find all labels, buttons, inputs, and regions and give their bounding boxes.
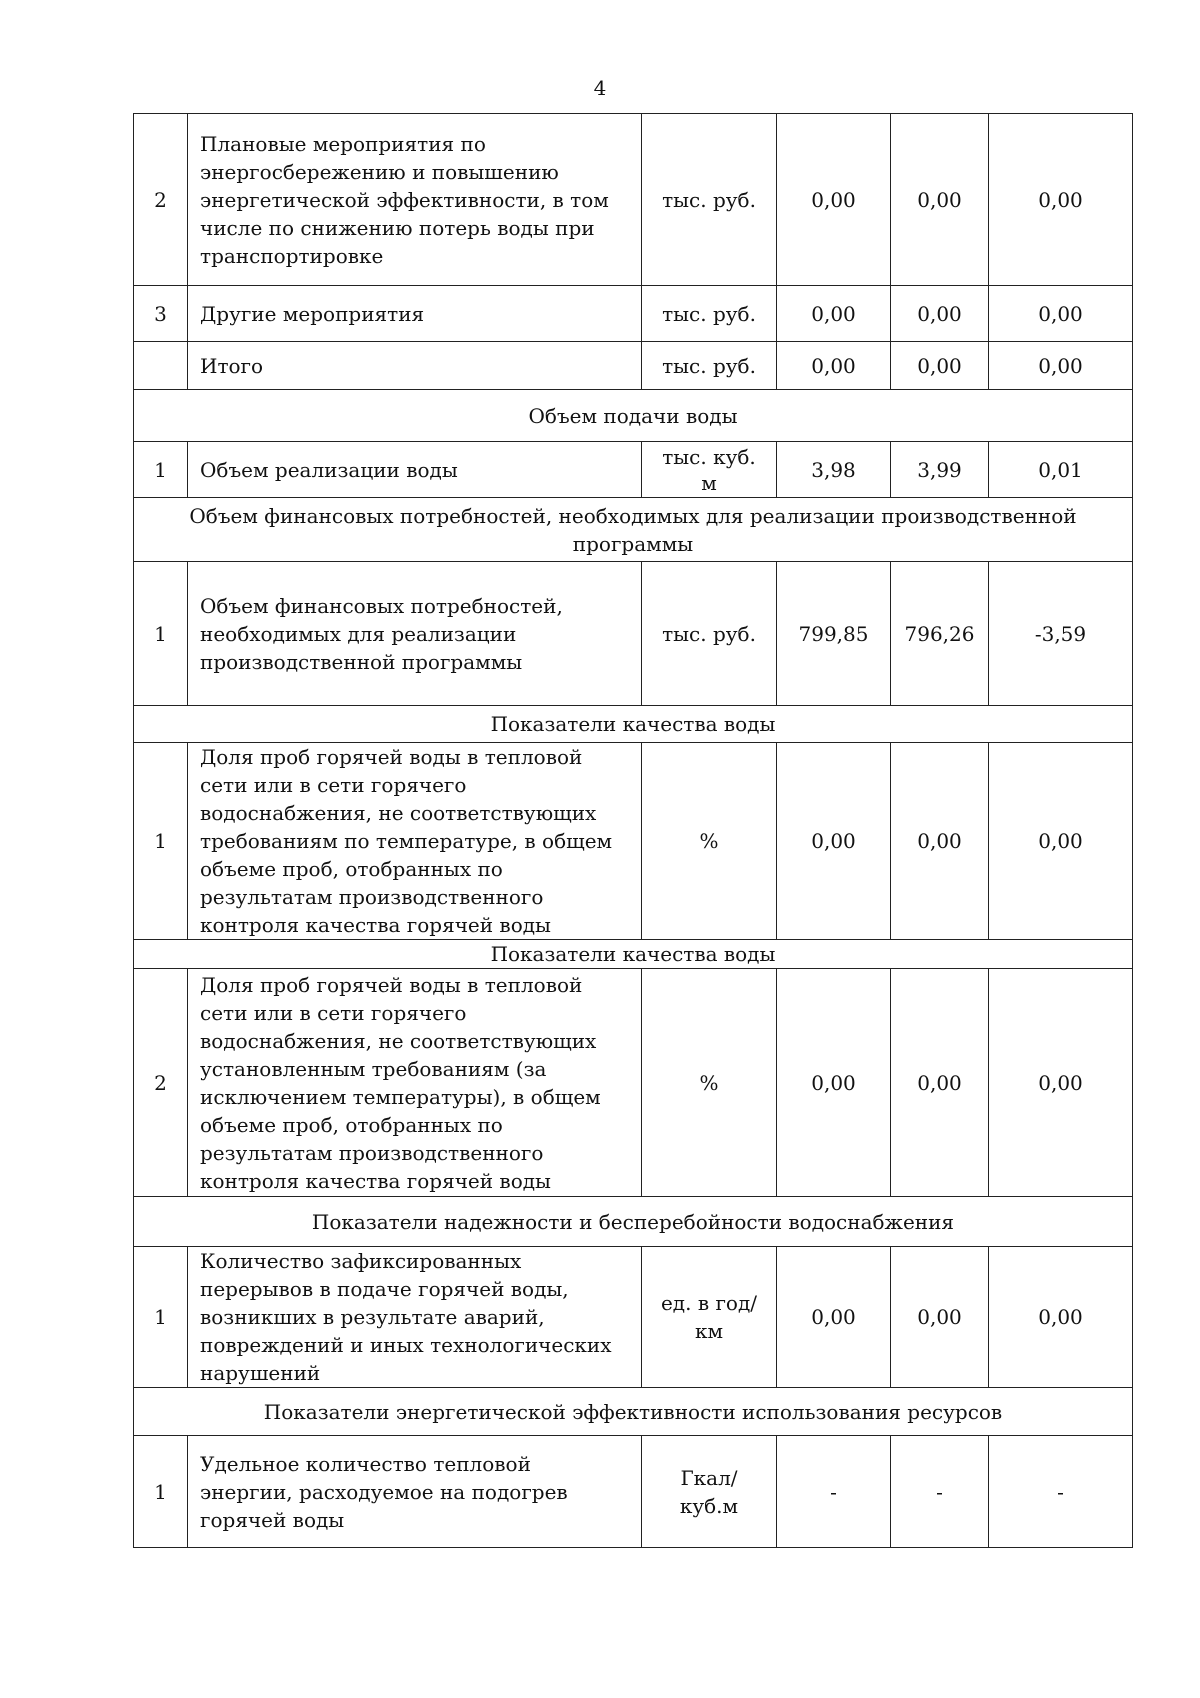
- row-value-2: 0,00: [891, 342, 989, 390]
- table-row: [134, 743, 1133, 940]
- row-value-2: 0,00: [891, 969, 989, 1197]
- row-value-1: 0,00: [777, 969, 891, 1197]
- row-value-2: 0,00: [891, 743, 989, 940]
- row-value-3: 0,00: [989, 969, 1133, 1197]
- table-row: [134, 342, 1133, 390]
- row-unit: тыс. руб.: [642, 114, 777, 286]
- row-value-1: 3,98: [777, 442, 891, 498]
- section-row: [134, 390, 1133, 442]
- row-number: 1: [134, 562, 188, 706]
- row-unit: тыс. руб.: [642, 286, 777, 342]
- row-number: 2: [134, 114, 188, 286]
- row-name: Удельное количество тепловой энергии, расходуемое на подогрев горячей воды: [188, 1436, 642, 1548]
- row-unit: %: [642, 969, 777, 1197]
- row-value-1: 0,00: [777, 114, 891, 286]
- row-value-3: -: [989, 1436, 1133, 1548]
- row-name: Объем финансовых потребностей, необходимых для реализации производственной программы: [188, 562, 642, 706]
- row-value-2: 0,00: [891, 286, 989, 342]
- table-row: [134, 1247, 1133, 1388]
- row-unit: тыс. руб.: [642, 342, 777, 390]
- section-row: [134, 498, 1133, 562]
- row-number: [134, 342, 188, 390]
- row-name: Количество зафиксированных перерывов в подаче горячей воды, возникших в результате аварий, повреждений и иных технологических нарушений: [188, 1247, 642, 1388]
- row-name: Объем реализации воды: [188, 442, 642, 498]
- section-title-water-supply: Объем подачи воды: [134, 390, 1133, 442]
- row-value-3: 0,00: [989, 114, 1133, 286]
- row-name: Итого: [188, 342, 642, 390]
- row-name: Доля проб горячей воды в тепловой сети или в сети горячего водоснабжения, не соответствующих требованиям по температуре, в общем объеме проб, отобранных по результатам производственного контроля качества горячей воды: [188, 743, 642, 940]
- page-number: 4: [593, 76, 607, 100]
- row-unit: Гкал/куб.м: [642, 1436, 777, 1548]
- row-value-1: 0,00: [777, 286, 891, 342]
- table-row: [134, 286, 1133, 342]
- section-row: [134, 706, 1133, 743]
- table-row: [134, 562, 1133, 706]
- row-name: Плановые мероприятия по энергосбережению и повышению энергетической эффективности, в том числе по снижению потерь воды при транспортировке: [188, 114, 642, 286]
- row-value-1: 0,00: [777, 743, 891, 940]
- table-row: [134, 114, 1133, 286]
- row-value-1: 0,00: [777, 1247, 891, 1388]
- row-value-2: 0,00: [891, 1247, 989, 1388]
- section-row: [134, 1388, 1133, 1436]
- indicators-table: [133, 113, 1133, 1548]
- row-number: 2: [134, 969, 188, 1197]
- row-number: 1: [134, 1436, 188, 1548]
- row-name: Другие мероприятия: [188, 286, 642, 342]
- row-value-3: 0,00: [989, 743, 1133, 940]
- section-title-quality: Показатели качества воды: [134, 706, 1133, 743]
- section-title-reliability: Показатели надежности и бесперебойности водоснабжения: [134, 1197, 1133, 1247]
- row-number: 3: [134, 286, 188, 342]
- section-row: [134, 1197, 1133, 1247]
- row-unit: ед. в год/ км: [642, 1247, 777, 1388]
- row-value-3: 0,00: [989, 286, 1133, 342]
- row-number: 1: [134, 1247, 188, 1388]
- row-number: 1: [134, 743, 188, 940]
- row-value-2: 3,99: [891, 442, 989, 498]
- row-name: Доля проб горячей воды в тепловой сети или в сети горячего водоснабжения, не соответствующих установленным требованиям (за исключением температуры), в общем объеме проб, отобранных по результатам производственного контроля качества горячей воды: [188, 969, 642, 1197]
- row-value-2: 796,26: [891, 562, 989, 706]
- row-value-2: 0,00: [891, 114, 989, 286]
- section-row: [134, 940, 1133, 969]
- section-title-financial: Объем финансовых потребностей, необходимых для реализации производственной программы: [134, 498, 1133, 562]
- row-value-1: -: [777, 1436, 891, 1548]
- table-row: [134, 969, 1133, 1197]
- table-row: [134, 442, 1133, 498]
- row-unit: тыс. руб.: [642, 562, 777, 706]
- row-unit: тыс. куб. м: [642, 442, 777, 498]
- table-row: [134, 1436, 1133, 1548]
- section-title-quality: Показатели качества воды: [134, 940, 1133, 969]
- row-value-3: 0,00: [989, 342, 1133, 390]
- row-value-2: -: [891, 1436, 989, 1548]
- row-value-1: 0,00: [777, 342, 891, 390]
- section-title-energy: Показатели энергетической эффективности использования ресурсов: [134, 1388, 1133, 1436]
- row-number: 1: [134, 442, 188, 498]
- row-value-3: 0,01: [989, 442, 1133, 498]
- row-unit: %: [642, 743, 777, 940]
- row-value-1: 799,85: [777, 562, 891, 706]
- row-value-3: -3,59: [989, 562, 1133, 706]
- row-value-3: 0,00: [989, 1247, 1133, 1388]
